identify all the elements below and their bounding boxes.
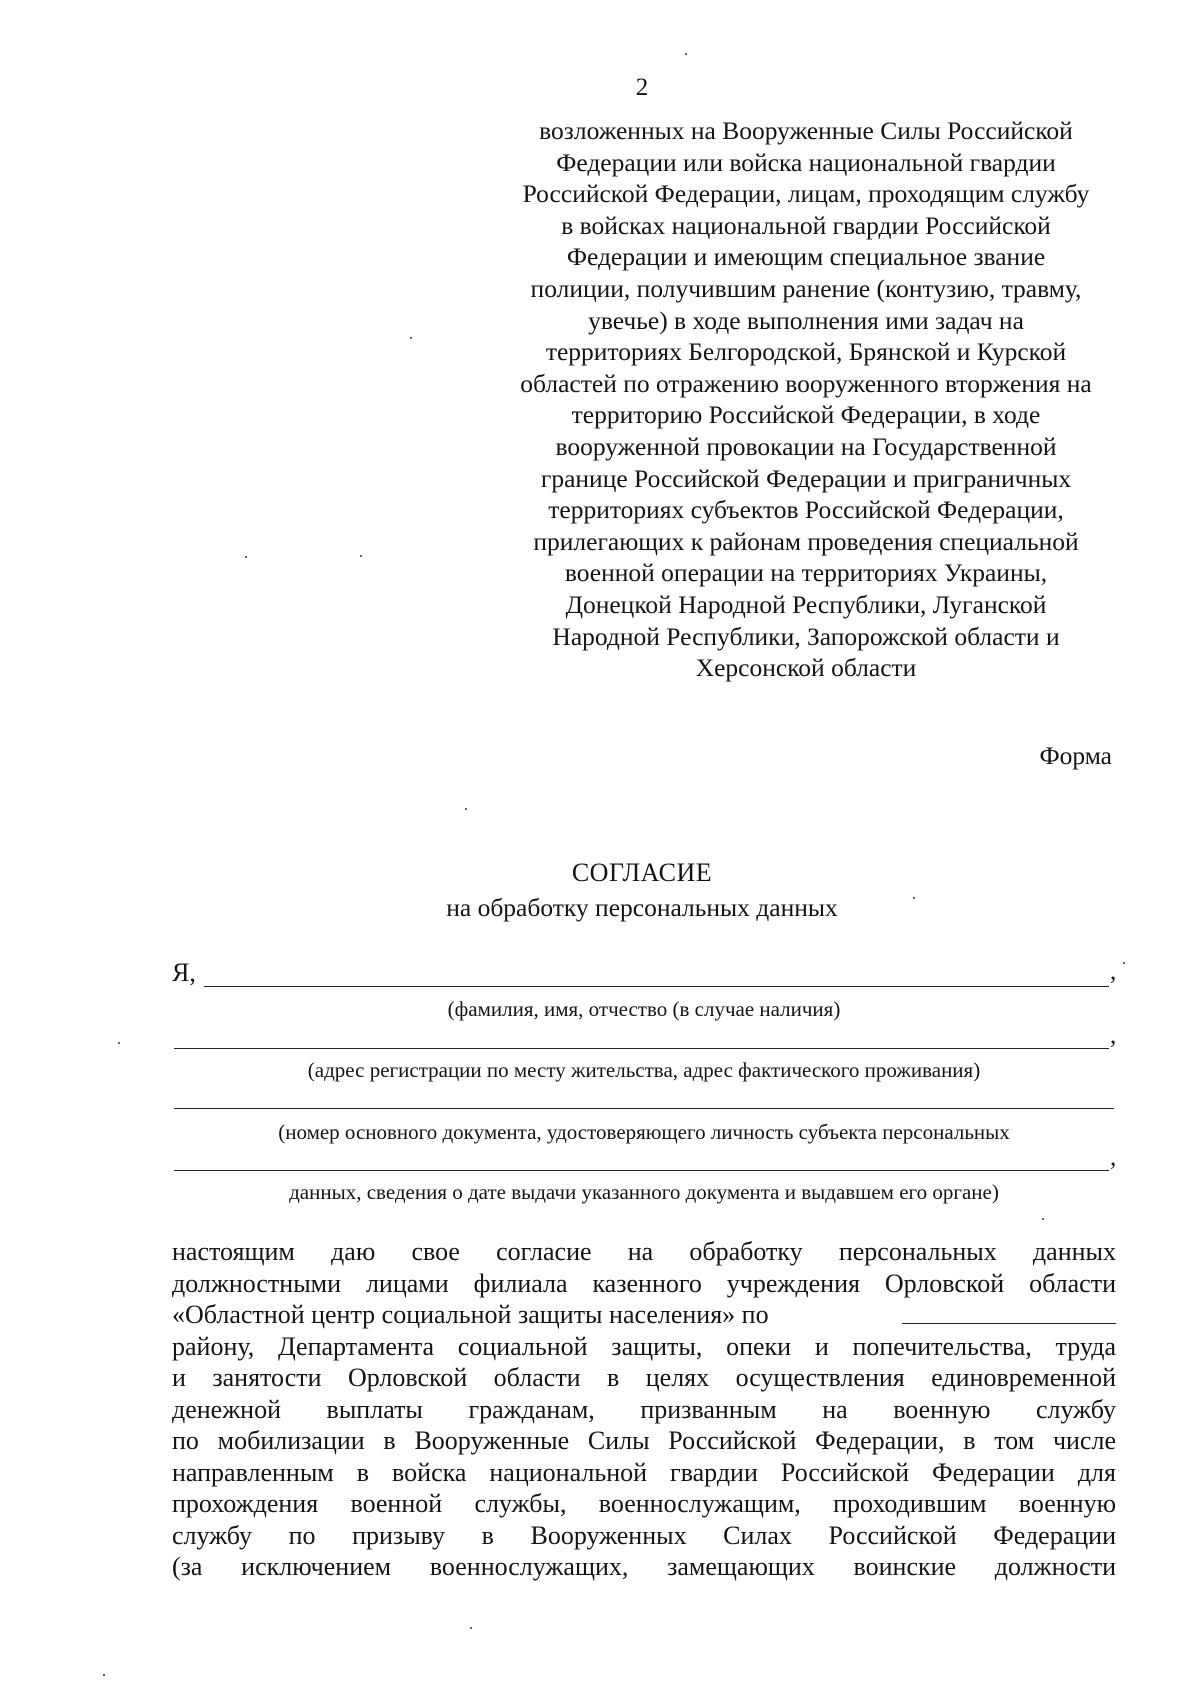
document-field-line[interactable] [174,1108,1114,1109]
body-line: службу по призыву в Вооруженных Силах Российской Федерации [172,1520,1116,1550]
scan-speck [360,555,362,557]
scan-speck [465,808,467,810]
body-line: настоящим даю свое согласие на обработку персональных данных [172,1237,1116,1266]
address-field-caption: (адрес регистрации по месту жительства, адрес фактического проживания) [307,1058,981,1082]
address-field-comma: , [1110,1022,1117,1049]
header-line: возложенных на Вооруженные Силы Российской [539,116,1073,145]
scan-speck [410,337,412,339]
document-field-caption-1: (номер основного документа, удостоверяющего личность субъекта персональных [278,1120,1010,1144]
page-number: 2 [635,74,649,101]
header-line: границе Российской Федерации и приграничных [540,463,1072,493]
body-line: району, Департамента социальной защиты, опеки и попечительства, труда [172,1331,1116,1361]
name-field-line[interactable] [204,986,1109,987]
document-field-line-2[interactable] [174,1170,1109,1171]
document-field-caption-2: данных, сведения о дате выдачи указанного документа и выдавшем его органе) [289,1180,999,1204]
address-field-line[interactable] [174,1048,1109,1049]
body-line: должностными лицами филиала казенного учреждения Орловской области [172,1268,1116,1298]
body-line-with-blank [172,1299,1116,1331]
header-line: территорию Российской Федерации, в ходе [571,400,1041,430]
scan-speck [103,1674,105,1676]
header-line: прилегающих к районам проведения специальной [533,526,1079,556]
document-title: СОГЛАСИЕ [571,858,713,887]
header-line: увечье) в ходе выполнения ими задач на [588,305,1024,335]
scan-speck [913,897,915,899]
scan-speck [245,556,247,558]
scan-speck [470,1627,472,1629]
body-line: денежной выплаты гражданам, призванным на военную службу [172,1394,1116,1424]
header-block [486,115,1126,684]
header-line: областей по отражению вооруженного вторжения на [520,368,1092,398]
name-field-prefix: Я, [172,958,196,987]
header-line: вооруженной провокации на Государственной [555,431,1057,461]
document-subtitle: на обработку персональных данных [446,893,838,922]
body-line: направленным в войска национальной гвардии Российской Федерации для [172,1457,1116,1487]
scan-speck [118,1042,120,1044]
header-line: Народной Республики, Запорожской области и [552,621,1060,651]
header-line: территориях Белгородской, Брянской и Курской [545,337,1067,367]
body-line: и занятости Орловской области в целях осуществления единовременной [172,1363,1116,1392]
header-line: в войсках национальной гвардии Российской [561,210,1051,240]
header-line: Российской Федерации, лицам, проходящим службу [522,179,1090,209]
header-line: Федерации и имеющим специальное звание [566,242,1046,272]
body-line: прохождения военной службы, военнослужащим, проходившим военную [172,1489,1116,1518]
body-line: (за исключением военнослужащих, замещающих воинские должности [172,1552,1116,1581]
scan-speck [1042,1218,1044,1220]
header-line: военной операции на территориях Украины, [564,558,1048,588]
body-line: по мобилизации в Вооруженные Силы Российской Федерации, в том числе [172,1426,1116,1455]
header-line: полиции, получившим ранение (контузию, травму, [530,273,1082,303]
header-line: Федерации или войска национальной гвардии [556,147,1056,177]
header-line: Херсонской области [695,653,917,683]
scan-speck [1123,962,1125,964]
document-field-comma: , [1110,1144,1117,1171]
name-field-caption: (фамилия, имя, отчество (в случае наличия) [447,997,841,1021]
consent-body [172,1236,1116,1583]
scan-speck [685,53,687,55]
header-line: территориях субъектов Российской Федерации, [548,495,1064,525]
form-label: Форма [1039,741,1112,770]
name-field-comma: , [1110,958,1117,985]
header-line: Донецкой Народной Республики, Луганской [565,589,1047,619]
district-blank-field[interactable] [902,1299,1116,1324]
body-line-text: «Областной центр социальной защиты населения» по [172,1300,769,1329]
